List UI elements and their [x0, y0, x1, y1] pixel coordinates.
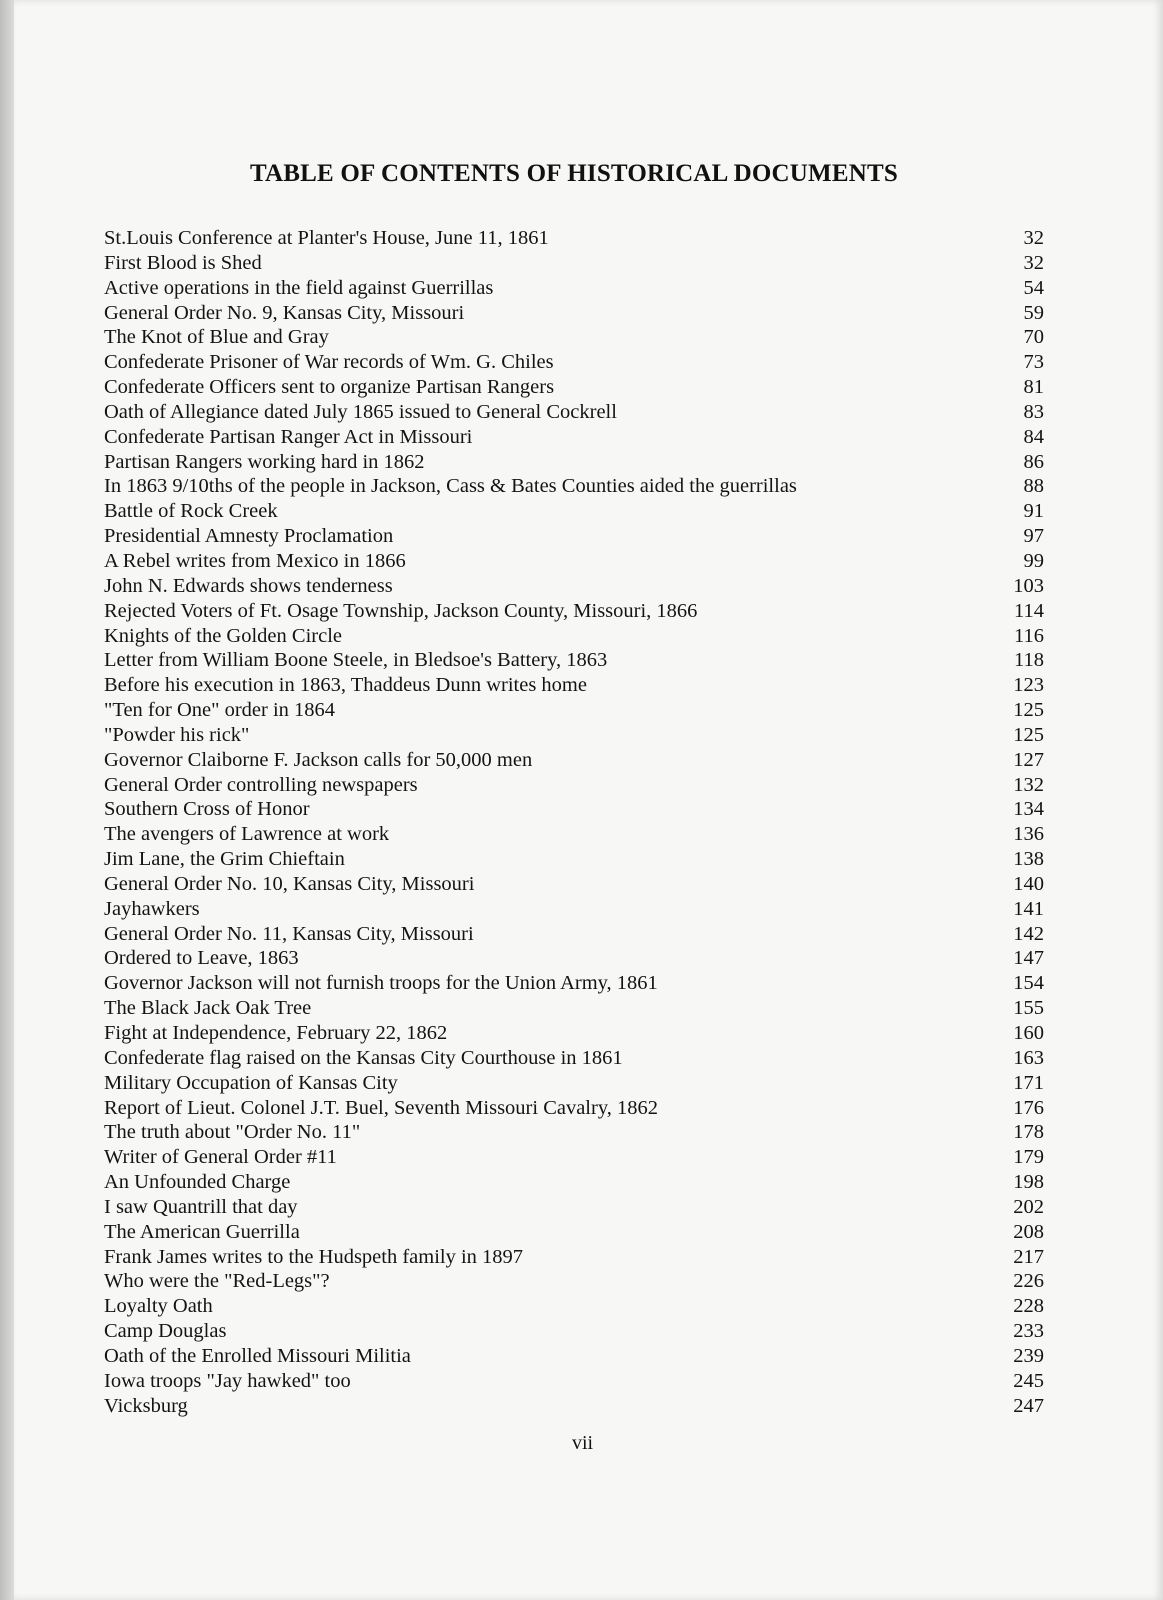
toc-entry-page-number: 179	[1013, 1146, 1044, 1169]
toc-entry	[104, 549, 1044, 574]
folio-label: vii	[571, 1432, 594, 1454]
document-page	[14, 0, 1163, 1600]
toc-entry	[104, 1369, 1044, 1394]
toc-entry-title: Governor Claiborne F. Jackson calls for 50,000 men	[104, 748, 533, 771]
toc-entry-page-number: 116	[1014, 624, 1044, 647]
toc-entry-page-number: 59	[1023, 301, 1044, 324]
toc-entry-page-number: 171	[1013, 1071, 1044, 1094]
toc-entry	[104, 1120, 1044, 1145]
toc-entry-page-number: 134	[1013, 798, 1044, 821]
toc-entry-page-number: 160	[1013, 1022, 1044, 1044]
toc-entry	[104, 450, 1044, 475]
toc-entry	[104, 1394, 1044, 1419]
toc-entry-title: A Rebel writes from Mexico in 1866	[104, 549, 406, 572]
toc-entry-title: St.Louis Conference at Planter's House, June 11, 1861	[104, 227, 549, 249]
toc-entry-page-number: 97	[1023, 525, 1044, 548]
toc-entry	[104, 946, 1044, 971]
toc-entry-page-number: 32	[1023, 251, 1044, 274]
toc-entry	[104, 971, 1044, 996]
toc-entry-title: The avengers of Lawrence at work	[104, 823, 390, 846]
toc-entry-page-number: 91	[1023, 500, 1044, 523]
toc-entry	[104, 723, 1044, 748]
toc-entry-title: Frank James writes to the Hudspeth family in 1897	[104, 1245, 524, 1268]
toc-entry-page-number: 228	[1013, 1295, 1044, 1318]
toc-entry-title: The Black Jack Oak Tree	[104, 997, 312, 1020]
toc-entry-page-number: 147	[1013, 947, 1044, 970]
toc-entry	[104, 276, 1044, 301]
toc-entry	[104, 1344, 1044, 1369]
toc-entry-title: Writer of General Order #11	[104, 1146, 337, 1169]
toc-entry-page-number: 163	[1013, 1046, 1044, 1069]
toc-entry	[104, 1294, 1044, 1319]
toc-entry	[104, 1046, 1044, 1071]
toc-entry	[104, 922, 1044, 947]
toc-entry-title: Confederate Partisan Ranger Act in Missouri	[104, 425, 473, 448]
toc-entry-page-number: 136	[1013, 823, 1044, 846]
toc-entry	[104, 698, 1044, 723]
toc-entry-title: Confederate Prisoner of War records of Wm. G. Chiles	[104, 351, 554, 374]
toc-entry	[104, 251, 1044, 276]
toc-entry-title: General Order No. 11, Kansas City, Missouri	[104, 922, 474, 945]
toc-entry	[104, 599, 1044, 624]
toc-entry-title: Jayhawkers	[104, 897, 200, 920]
toc-entry	[104, 773, 1044, 798]
toc-entry-title: The Knot of Blue and Gray	[104, 326, 329, 349]
toc-entry-title: Who were the "Red-Legs"?	[104, 1270, 330, 1293]
toc-entry-page-number: 125	[1013, 699, 1044, 722]
toc-entry-title: Letter from William Boone Steele, in Bledsoe's Battery, 1863	[104, 649, 608, 672]
toc-entry-title: "Ten for One" order in 1864	[104, 699, 336, 722]
toc-entry	[104, 301, 1044, 326]
toc-entry	[104, 1170, 1044, 1195]
toc-entry-page-number: 88	[1023, 475, 1044, 498]
toc-entry-title: The truth about "Order No. 11"	[104, 1121, 361, 1144]
toc-entry-page-number: 141	[1013, 897, 1044, 920]
toc-entry-title: Presidential Amnesty Proclamation	[104, 525, 394, 548]
toc-entry	[104, 673, 1044, 698]
toc-entry	[104, 425, 1044, 450]
toc-entry	[104, 325, 1044, 350]
toc-entry-title: Before his execution in 1863, Thaddeus Dunn writes home	[104, 674, 587, 697]
toc-entry	[104, 1245, 1044, 1270]
toc-entry-title: General Order No. 9, Kansas City, Missouri	[104, 301, 465, 324]
toc-entry-page-number: 140	[1013, 872, 1044, 895]
toc-entry-page-number: 178	[1013, 1121, 1044, 1144]
toc-entry-title: Southern Cross of Honor	[104, 798, 310, 821]
toc-entry-title: An Unfounded Charge	[104, 1171, 291, 1194]
toc-entry-page-number: 123	[1013, 674, 1044, 697]
toc-entry-title: General Order controlling newspapers	[104, 773, 418, 796]
toc-entry-page-number: 198	[1013, 1171, 1044, 1194]
toc-entry-page-number: 142	[1013, 922, 1044, 945]
toc-entry-title: Rejected Voters of Ft. Osage Township, Jackson County, Missouri, 1866	[104, 599, 698, 622]
toc-entry	[104, 524, 1044, 549]
toc-entry-page-number: 132	[1013, 773, 1044, 796]
toc-entry	[104, 1021, 1044, 1046]
toc-entry-page-number: 245	[1013, 1369, 1044, 1392]
toc-entry	[104, 1269, 1044, 1294]
toc-entry-title: The American Guerrilla	[104, 1220, 300, 1243]
table-of-contents	[104, 226, 1044, 1419]
toc-entry-page-number: 32	[1023, 227, 1044, 249]
toc-entry-title: Camp Douglas	[104, 1320, 227, 1343]
toc-entry	[104, 624, 1044, 649]
toc-entry	[104, 574, 1044, 599]
toc-entry-title: Confederate flag raised on the Kansas City Courthouse in 1861	[104, 1046, 623, 1069]
toc-entry-page-number: 54	[1023, 276, 1044, 299]
page-edge-shadow	[0, 0, 14, 1600]
toc-entry-page-number: 217	[1013, 1245, 1044, 1268]
toc-entry-title: Iowa troops "Jay hawked" too	[104, 1369, 351, 1392]
toc-entry-title: In 1863 9/10ths of the people in Jackson, Cass & Bates Counties aided the guerrillas	[104, 475, 797, 498]
toc-entry	[104, 1195, 1044, 1220]
toc-entry	[104, 648, 1044, 673]
toc-entry-page-number: 83	[1023, 400, 1044, 423]
toc-entry	[104, 1319, 1044, 1344]
toc-entry-title: Oath of the Enrolled Missouri Militia	[104, 1344, 411, 1367]
toc-entry-title: Loyalty Oath	[104, 1295, 213, 1318]
toc-entry-title: Partisan Rangers working hard in 1862	[104, 450, 425, 473]
toc-entry-title: Ordered to Leave, 1863	[104, 947, 299, 970]
toc-entry-page-number: 118	[1014, 649, 1044, 672]
toc-entry-page-number: 176	[1013, 1096, 1044, 1119]
toc-entry	[104, 822, 1044, 847]
toc-entry-page-number: 127	[1013, 748, 1044, 771]
toc-entry-page-number: 81	[1023, 376, 1044, 399]
toc-entry-title: Fight at Independence, February 22, 1862	[104, 1022, 448, 1044]
toc-entry-page-number: 138	[1013, 848, 1044, 871]
toc-entry-title: First Blood is Shed	[104, 251, 262, 274]
toc-entry-title: General Order No. 10, Kansas City, Missouri	[104, 872, 475, 895]
toc-entry-page-number: 103	[1013, 574, 1044, 597]
toc-entry	[104, 897, 1044, 922]
toc-entry	[104, 748, 1044, 773]
toc-entry-title: Oath of Allegiance dated July 1865 issued to General Cockrell	[104, 400, 617, 423]
toc-entry-page-number: 233	[1013, 1320, 1044, 1343]
toc-entry-title: "Powder his rick"	[104, 723, 250, 746]
toc-entry-title: Report of Lieut. Colonel J.T. Buel, Seventh Missouri Cavalry, 1862	[104, 1096, 659, 1119]
toc-entry	[104, 872, 1044, 897]
toc-entry-page-number: 125	[1013, 723, 1044, 746]
toc-entry	[104, 350, 1044, 375]
toc-entry-page-number: 239	[1013, 1344, 1044, 1367]
toc-entry	[104, 474, 1044, 499]
toc-entry	[104, 226, 1044, 251]
toc-entry-title: Governor Jackson will not furnish troops for the Union Army, 1861	[104, 972, 658, 995]
toc-entry-title: Knights of the Golden Circle	[104, 624, 342, 647]
toc-entry	[104, 1220, 1044, 1245]
toc-entry-page-number: 202	[1013, 1195, 1044, 1218]
toc-entry-page-number: 208	[1013, 1220, 1044, 1243]
toc-entry-page-number: 73	[1023, 351, 1044, 374]
toc-entry-title: Military Occupation of Kansas City	[104, 1071, 398, 1094]
toc-entry-title: Jim Lane, the Grim Chieftain	[104, 848, 345, 871]
toc-entry-page-number: 99	[1023, 549, 1044, 572]
toc-entry-page-number: 86	[1023, 450, 1044, 473]
toc-entry-title: Active operations in the field against Guerrillas	[104, 276, 494, 299]
toc-entry	[104, 847, 1044, 872]
toc-entry	[104, 400, 1044, 425]
toc-entry	[104, 797, 1044, 822]
toc-entry-page-number: 114	[1014, 599, 1044, 622]
page-title: TABLE OF CONTENTS OF HISTORICAL DOCUMENTS	[250, 160, 898, 187]
toc-entry-title: Vicksburg	[104, 1394, 188, 1417]
toc-entry-title: Battle of Rock Creek	[104, 500, 278, 523]
toc-entry-page-number: 84	[1023, 425, 1044, 448]
toc-entry-page-number: 70	[1023, 326, 1044, 349]
toc-entry-title: I saw Quantrill that day	[104, 1195, 298, 1218]
toc-entry	[104, 499, 1044, 524]
toc-entry-page-number: 155	[1013, 997, 1044, 1020]
toc-entry	[104, 1145, 1044, 1170]
toc-entry	[104, 1096, 1044, 1121]
toc-entry-page-number: 226	[1013, 1270, 1044, 1293]
page-number-footer	[14, 1432, 1163, 1455]
toc-entry-title: Confederate Officers sent to organize Partisan Rangers	[104, 376, 555, 399]
toc-entry	[104, 996, 1044, 1021]
toc-entry	[104, 1071, 1044, 1096]
toc-entry-page-number: 154	[1013, 972, 1044, 995]
toc-entry	[104, 375, 1044, 400]
toc-entry-title: John N. Edwards shows tenderness	[104, 574, 393, 597]
toc-entry-page-number: 247	[1013, 1394, 1044, 1417]
